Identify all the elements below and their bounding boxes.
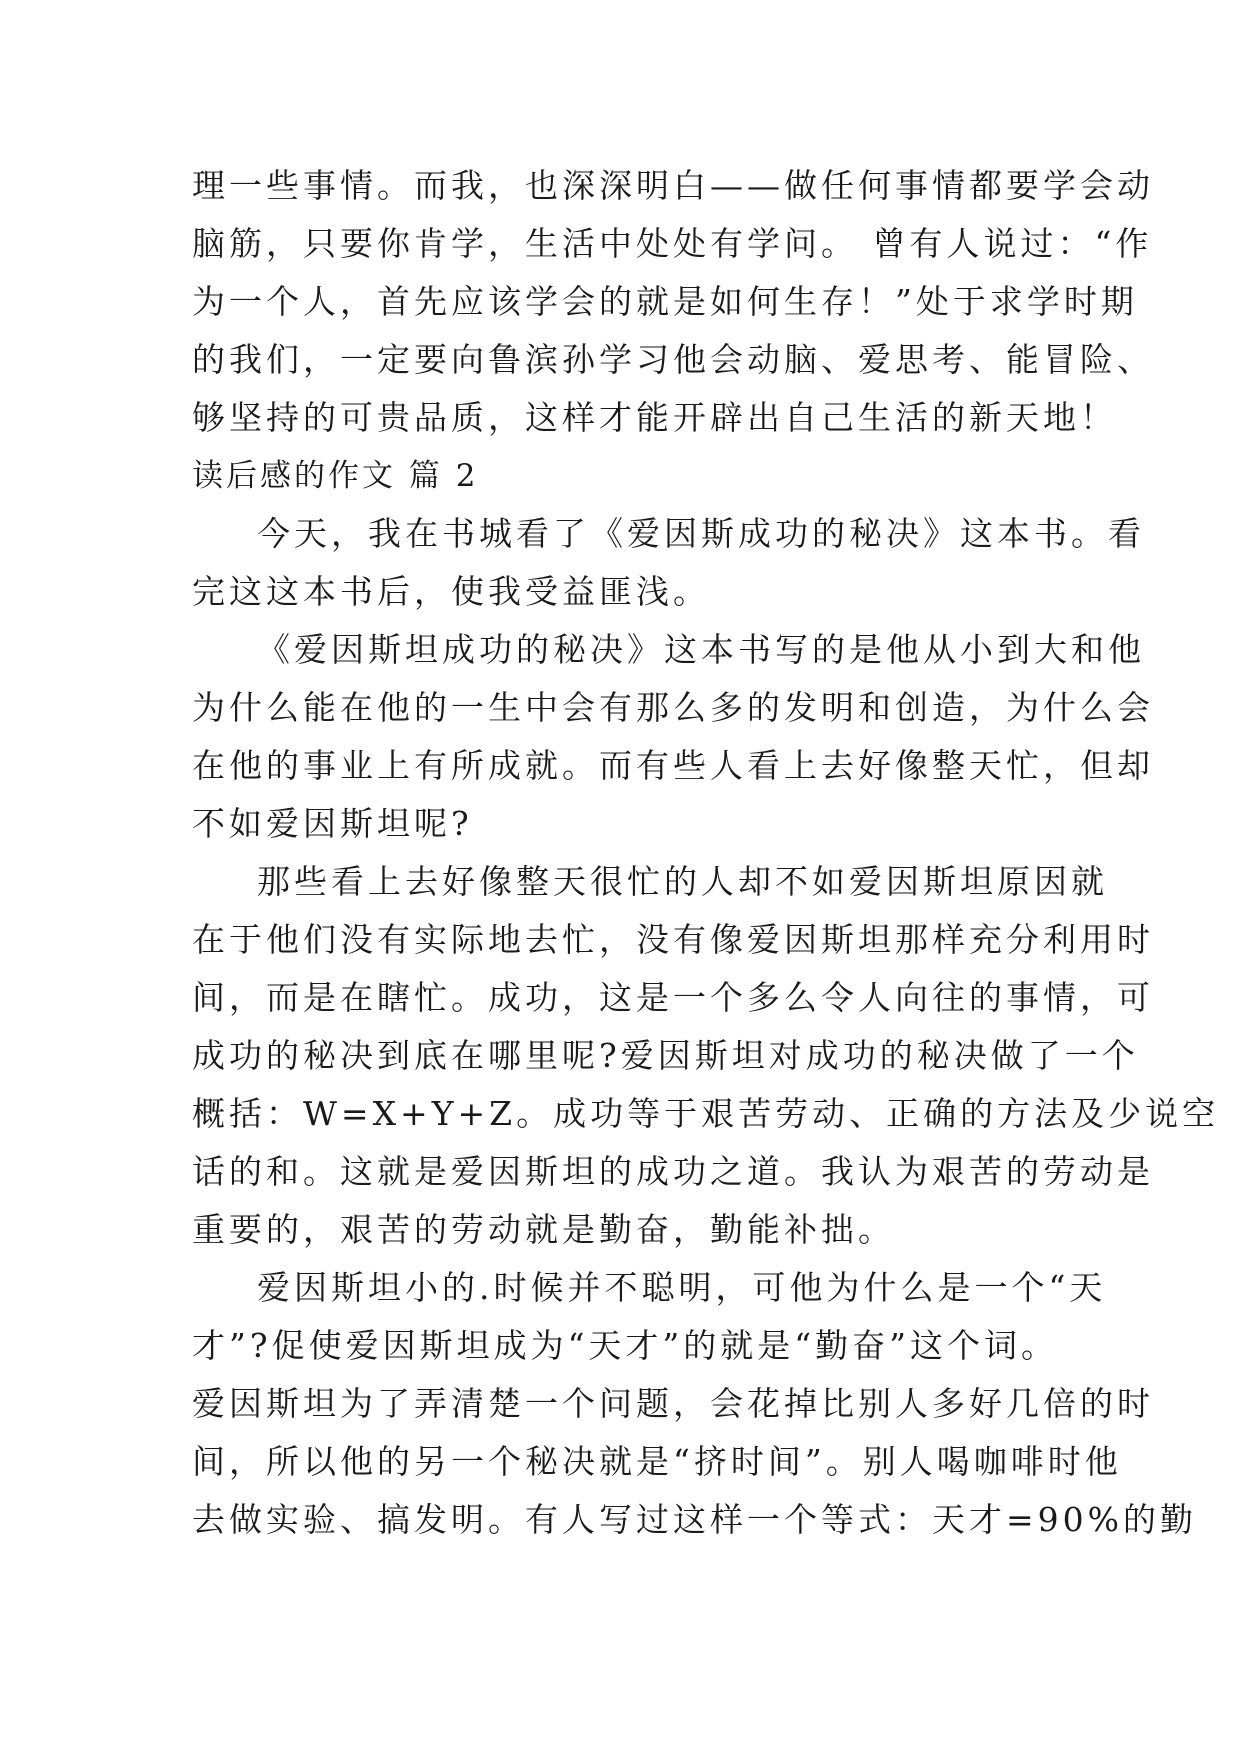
paragraph-first-line: 那些看上去好像整天很忙的人却不如爱因斯坦原因就 [257,862,1108,901]
text-line: 在于他们没有实际地去忙，没有像爱因斯坦那样充分利用时 [192,920,1154,959]
paragraph-first-line: 爱因斯坦小的.时候并不聪明，可他为什么是一个“天 [257,1268,1107,1307]
text-line: 为一个人，首先应该学会的就是如何生存！”处于求学时期 [192,282,1138,321]
text-line: 间，而是在瞎忙。成功，这是一个多么令人向往的事情，可 [192,978,1154,1017]
text-line: 去做实验、搞发明。有人写过这样一个等式：天才=90%的勤 [192,1500,1197,1539]
text-line: 才”?促使爱因斯坦成为“天才”的就是“勤奋”这个词。 [192,1326,1059,1365]
text-line: 理一些事情。而我，也深深明白——做任何事情都要学会动 [192,166,1154,205]
section-heading: 读后感的作文 篇 2 [192,458,479,494]
text-line: 爱因斯坦为了弄清楚一个问题，会花掉比别人多好几倍的时 [192,1384,1154,1423]
text-line: 为什么能在他的一生中会有那么多的发明和创造，为什么会 [192,688,1154,727]
text-line: 的我们，一定要向鲁滨孙学习他会动脑、爱思考、能冒险、 [192,340,1154,379]
text-line: 完这这本书后，使我受益匪浅。 [192,572,710,611]
text-line: 够坚持的可贵品质，这样才能开辟出自己生活的新天地！ [192,398,1117,437]
text-line: 重要的，艰苦的劳动就是勤奋，勤能补拙。 [192,1210,895,1249]
text-line: 脑筋，只要你肯学，生活中处处有学问。 曾有人说过：“作 [192,224,1153,263]
text-line: 话的和。这就是爱因斯坦的成功之道。我认为艰苦的劳动是 [192,1152,1154,1191]
text-line: 不如爱因斯坦呢? [192,804,473,843]
paragraph-first-line: 《爱因斯坦成功的秘决》这本书写的是他从小到大和他 [257,630,1145,669]
text-line: 间，所以他的另一个秘决就是“挤时间”。别人喝咖啡时他 [192,1442,1122,1481]
paragraph-first-line: 今天，我在书城看了《爱因斯成功的秘决》这本书。看 [257,514,1145,553]
text-line: 概括：W=X+Y+Z。成功等于艰苦劳动、正确的方法及少说空 [192,1094,1220,1133]
text-line: 在他的事业上有所成就。而有些人看上去好像整天忙，但却 [192,746,1154,785]
text-line: 成功的秘决到底在哪里呢?爱因斯坦对成功的秘决做了一个 [192,1036,1139,1075]
